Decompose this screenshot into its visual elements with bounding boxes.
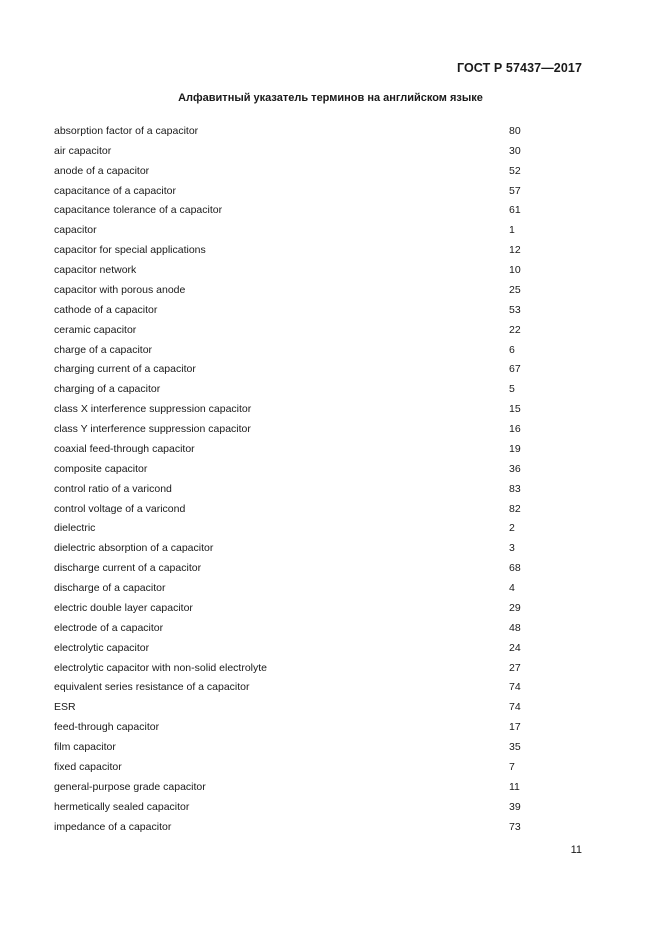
index-entry: [54, 519, 534, 539]
index-term-number: 5: [509, 383, 515, 396]
index-term-number: 12: [509, 244, 521, 257]
index-term-number: 19: [509, 442, 521, 455]
index-term: charging of a capacitor: [54, 383, 161, 396]
index-entry: [54, 797, 534, 817]
index-entry: [54, 340, 534, 360]
index-term-number: 48: [509, 621, 521, 634]
index-entry: [54, 280, 534, 300]
index-term: fixed capacitor: [54, 760, 122, 773]
index-term-number: 82: [509, 502, 521, 515]
index-term-number: 10: [509, 264, 521, 277]
index-term: composite capacitor: [54, 462, 148, 475]
index-entry: [54, 777, 534, 797]
index-entry: [54, 220, 534, 240]
index-entry: [54, 240, 534, 260]
index-term: impedance of a capacitor: [54, 820, 172, 833]
index-term: ESR: [54, 701, 76, 714]
index-term: capacitor with porous anode: [54, 283, 186, 296]
index-entry: [54, 161, 534, 181]
index-term-number: 80: [509, 124, 521, 137]
index-term: electrode of a capacitor: [54, 621, 164, 634]
index-entry: [54, 538, 534, 558]
index-term-number: 15: [509, 403, 521, 416]
index-entry: [54, 141, 534, 161]
index-term-number: 16: [509, 423, 521, 436]
index-term-number: 35: [509, 741, 521, 754]
index-term-number: 67: [509, 363, 521, 376]
index-entry: [54, 757, 534, 777]
index-term-number: 36: [509, 462, 521, 475]
index-term: absorption factor of a capacitor: [54, 124, 199, 137]
index-term-number: 52: [509, 164, 521, 177]
index-term-number: 53: [509, 303, 521, 316]
index-term: cathode of a capacitor: [54, 303, 158, 316]
index-entry: [54, 638, 534, 658]
index-term: capacitance tolerance of a capacitor: [54, 204, 223, 217]
index-term-number: 25: [509, 283, 521, 296]
index-term: control ratio of a varicond: [54, 482, 172, 495]
index-term-number: 4: [509, 582, 515, 595]
index-term: discharge current of a capacitor: [54, 562, 202, 575]
index-term-number: 74: [509, 681, 521, 694]
index-entry: [54, 737, 534, 757]
index-term-number: 68: [509, 562, 521, 575]
index-term-number: 29: [509, 601, 521, 614]
index-term: control voltage of a varicond: [54, 502, 186, 515]
index-term-number: 27: [509, 661, 521, 674]
index-term: dielectric: [54, 522, 96, 535]
index-entry: [54, 439, 534, 459]
index-entry: [54, 419, 534, 439]
index-entry: [54, 717, 534, 737]
index-entry: [54, 658, 534, 678]
index-term: film capacitor: [54, 741, 116, 754]
index-entry: [54, 499, 534, 519]
index-term-number: 17: [509, 721, 521, 734]
index-term: charging current of a capacitor: [54, 363, 196, 376]
index-term-number: 11: [509, 780, 520, 793]
index-entry: [54, 201, 534, 221]
index-term: hermetically sealed capacitor: [54, 800, 190, 813]
index-term: electrolytic capacitor: [54, 641, 150, 654]
index-entry: [54, 817, 534, 837]
index-term: anode of a capacitor: [54, 164, 150, 177]
index-entry: [54, 598, 534, 618]
index-term-number: 6: [509, 343, 515, 356]
index-term: feed-through capacitor: [54, 721, 160, 734]
index-entry: [54, 360, 534, 380]
index-term-number: 61: [509, 204, 521, 217]
index-entry: [54, 260, 534, 280]
document-standard-code: ГОСТ Р 57437—2017: [456, 61, 582, 75]
index-term-number: 74: [509, 701, 521, 714]
index-entry: [54, 618, 534, 638]
index-entry: [54, 181, 534, 201]
index-term: coaxial feed-through capacitor: [54, 442, 195, 455]
index-entry: [54, 678, 534, 698]
index-term-number: 73: [509, 820, 521, 833]
index-term: dielectric absorption of a capacitor: [54, 542, 214, 555]
index-term: capacitor: [54, 224, 97, 237]
index-term-number: 22: [509, 323, 521, 336]
index-term-number: 83: [509, 482, 521, 495]
index-entry: [54, 459, 534, 479]
index-term: electrolytic capacitor with non-solid electrolyte: [54, 661, 268, 674]
index-entry: [54, 479, 534, 499]
index-term-number: 7: [509, 760, 515, 773]
index-term-number: 1: [509, 224, 515, 237]
index-term: capacitance of a capacitor: [54, 184, 176, 197]
index-entry: [54, 379, 534, 399]
index-term: charge of a capacitor: [54, 343, 153, 356]
index-term-number: 24: [509, 641, 521, 654]
index-entry: [54, 300, 534, 320]
index-term: capacitor for special applications: [54, 244, 206, 257]
index-entry: [54, 697, 534, 717]
index-term: air capacitor: [54, 144, 112, 157]
index-entry: [54, 578, 534, 598]
index-title: Алфавитный указатель терминов на английском языке: [178, 92, 483, 104]
index-entry: [54, 399, 534, 419]
term-index-list: [54, 121, 534, 837]
page-number: 11: [570, 844, 582, 856]
index-term-number: 30: [509, 144, 521, 157]
index-entry: [54, 121, 534, 141]
index-term-number: 57: [509, 184, 521, 197]
index-term: general-purpose grade capacitor: [54, 780, 206, 793]
index-term-number: 2: [509, 522, 515, 535]
index-entry: [54, 320, 534, 340]
index-term: discharge of a capacitor: [54, 582, 166, 595]
index-term: capacitor network: [54, 264, 137, 277]
index-term-number: 3: [509, 542, 515, 555]
index-term: class Y interference suppression capacitor: [54, 423, 251, 436]
index-term: ceramic capacitor: [54, 323, 137, 336]
index-term: electric double layer capacitor: [54, 601, 193, 614]
index-term-number: 39: [509, 800, 521, 813]
index-term: equivalent series resistance of a capacitor: [54, 681, 250, 694]
index-term: class X interference suppression capacitor: [54, 403, 252, 416]
index-entry: [54, 558, 534, 578]
